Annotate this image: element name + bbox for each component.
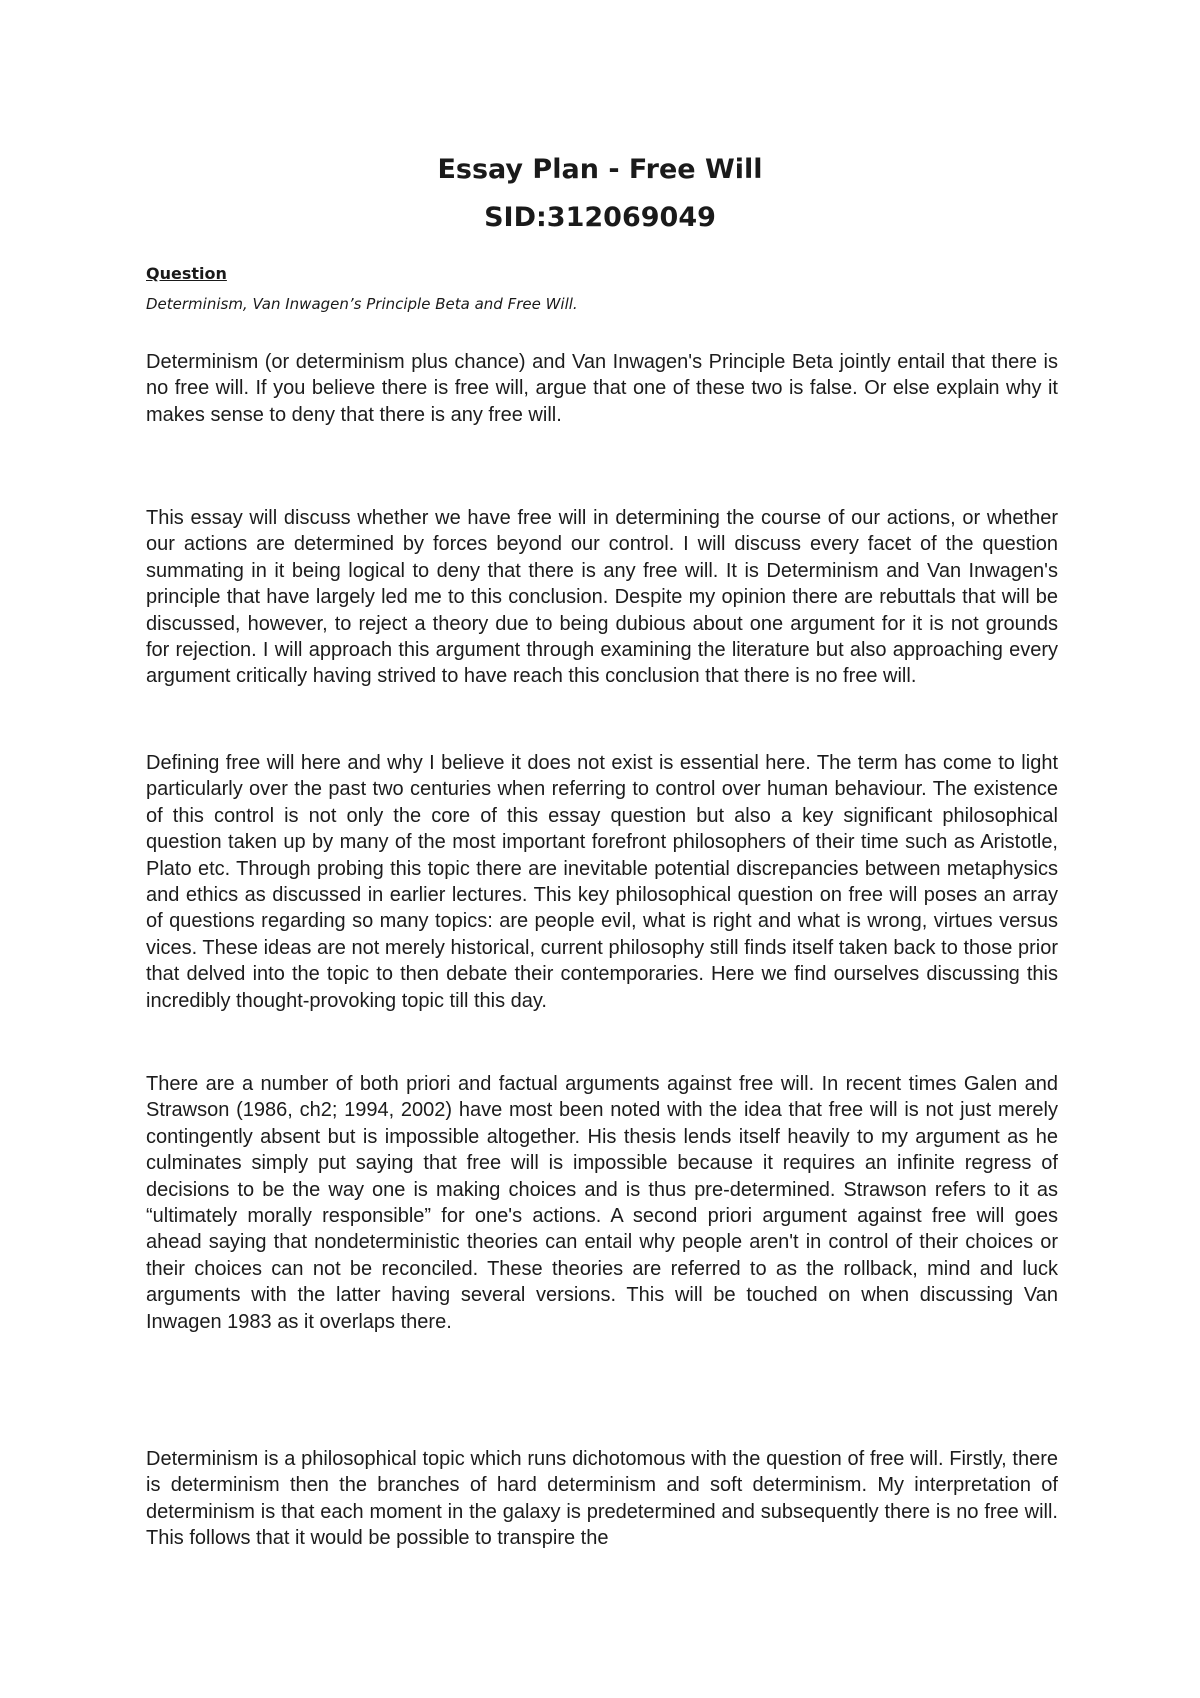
student-id: SID:312069049: [484, 202, 716, 233]
title-block: [0, 146, 1200, 242]
question-topic: Determinism, Van Inwagen’s Principle Beta and Free Will.: [146, 295, 578, 313]
arguments-paragraph: There are a number of both priori and factual arguments against free will. In recent times Galen and Strawson (1986, ch2; 1994, 2002) have most been noted with the idea that free will is not just merely contingently absent but is impossible altogether. His thesis lends itself heavily to my argument as he culminates simply put saying that free will is impossible because it requires an infinite regress of decisions to be the way one is making choices and is thus pre-determined. Strawson refers to it as “ultimately morally responsible” for one's actions. A second priori argument against free will goes ahead saying that nondeterministic theories can entail why people aren't in control of their choices or their choices can not be reconciled. These theories are referred to as the rollback, mind and luck arguments with the latter having several versions. This will be touched on when discussing Van Inwagen 1983 as it overlaps there.: [146, 1073, 1058, 1333]
free-will-definition-paragraph: Defining free will here and why I believe it does not exist is essential here. The term has come to light particularly over the past two centuries when referring to control over human behaviour. The existence of this control is not only the core of this essay question but also a key significant philosophical question taken up by many of the most important forefront philosophers of their time such as Aristotle, Plato etc. Through probing this topic there are inevitable potential discrepancies between metaphysics and ethics as discussed in earlier lectures. This key philosophical question on free will poses an array of questions regarding so many topics: are people evil, what is right and what is wrong, virtues versus vices. These ideas are not merely historical, current philosophy still finds itself taken back to those prior that delved into the topic to then debate their contemporaries. Here we find ourselves discussing this incredibly thought-provoking topic till this day.: [146, 752, 1058, 1012]
intro-paragraph: This essay will discuss whether we have free will in determining the course of our actions, or whether our actions are determined by forces beyond our control. I will discuss every facet of the question summating in it being logical to deny that there is any free will. It is Determinism and Van Inwagen's principle that have largely led me to this conclusion. Despite my opinion there are rebuttals that will be discussed, however, to reject a theory due to being dubious about one argument for it is not grounds for rejection. I will approach this argument through examining the literature but also approaching every argument critically having strived to have reach this conclusion that there is no free will.: [146, 507, 1058, 688]
determinism-paragraph: Determinism is a philosophical topic which runs dichotomous with the question of free will. Firstly, there is determinism then the branches of hard determinism and soft determinism. My interpretation of determinism is that each moment in the galaxy is predetermined and subsequently there is no free will. This follows that it would be possible to transpire the: [146, 1448, 1058, 1550]
question-prompt-paragraph: Determinism (or determinism plus chance) and Van Inwagen's Principle Beta jointly entail that there is no free will. If you believe there is free will, argue that one of these two is false. Or else explain why it makes sense to deny that there is any free will.: [146, 351, 1058, 426]
document-title: Essay Plan - Free Will: [437, 154, 763, 185]
question-heading: Question: [146, 264, 227, 283]
